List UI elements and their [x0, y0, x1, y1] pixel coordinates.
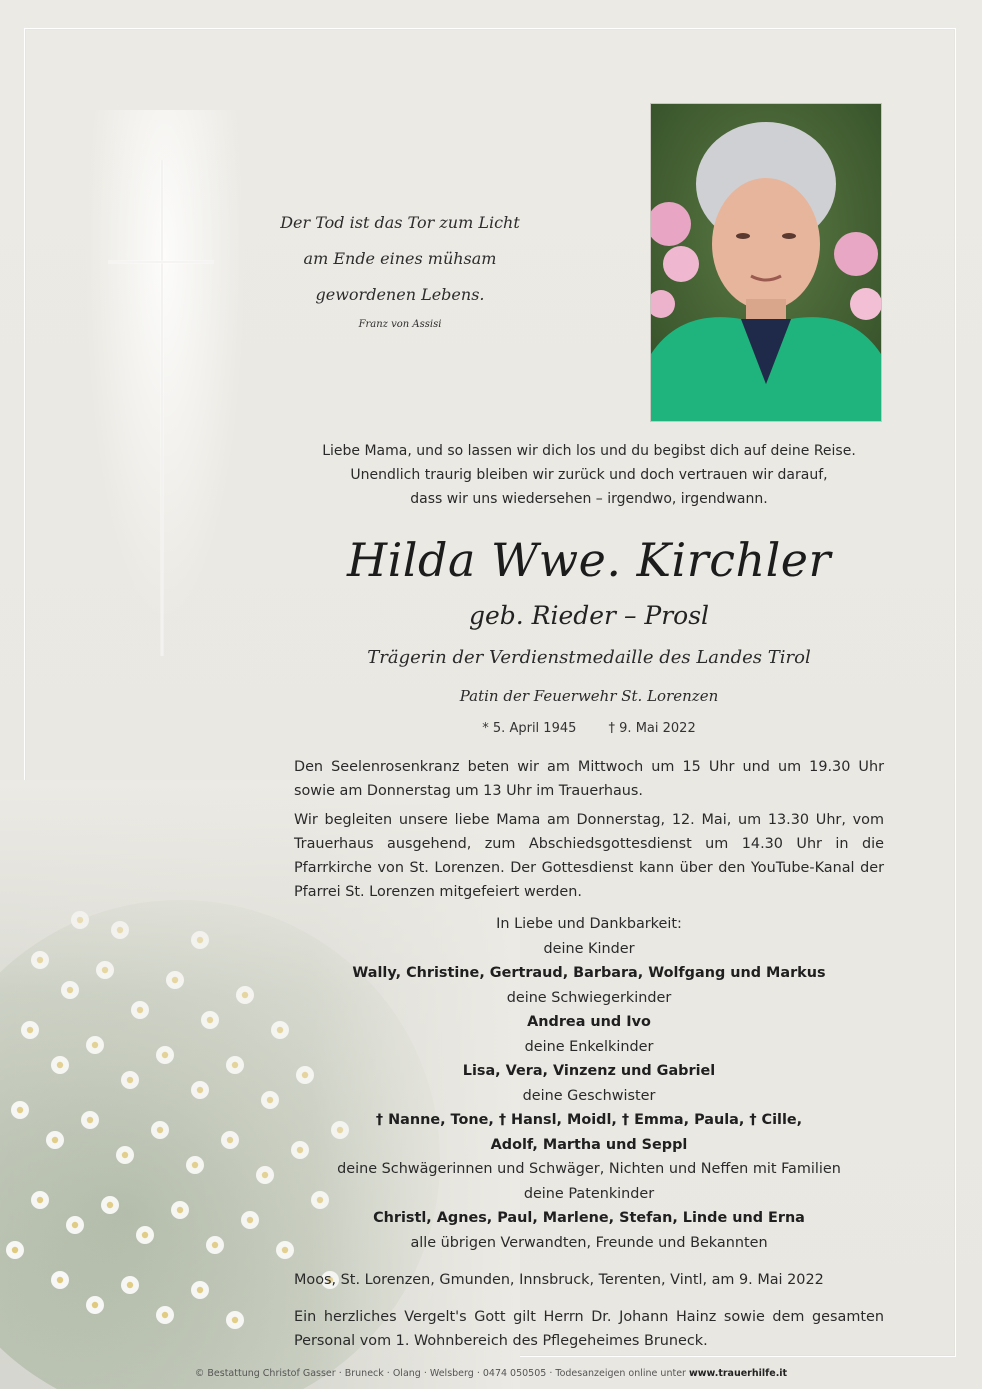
birth-date: * 5. April 1945 [482, 721, 577, 736]
place-date: Moos, St. Lorenzen, Gmunden, Innsbruck, Terenten, Vintl, am 9. Mai 2022 [294, 1272, 824, 1288]
grandchildren-label: deine Enkelkinder [524, 1038, 654, 1055]
godchildren-label: deine Patenkinder [523, 1185, 655, 1202]
life-dates [294, 716, 884, 742]
quote [280, 205, 520, 333]
death-date: † 9. Mai 2022 [608, 721, 696, 736]
footer-website-link[interactable]: www.trauerhilfe.it [688, 1368, 788, 1379]
inlaws-label: deine Schwiegerkinder [506, 989, 672, 1006]
godchildren-names: Christl, Agnes, Paul, Marlene, Stefan, Linde und Erna [373, 1210, 805, 1226]
mourners-list [294, 912, 884, 1255]
others-line: alle übrigen Verwandten, Freunde und Bekannten [410, 1234, 768, 1251]
grandchildren-names: Lisa, Vera, Vinzenz und Gabriel [462, 1063, 716, 1079]
honor-text: Trägerin der Verdienstmedaille des Landes Tirol [367, 647, 811, 668]
service-paragraph-funeral: Wir begleiten unsere liebe Mama am Donnerstag, 12. Mai, um 13.30 Uhr, vom Trauerhaus ausgehend, zum Abschiedsgottesdienst um 14.30 Uhr in die Pfarrkirche von St. Lorenzen. Der Gottesdienst kann über den YouTube-Kanal der Pfarrei St. Lorenzen mitgefeiert werden. [294, 812, 884, 900]
quote-line: gewordenen Lebens. [315, 285, 485, 304]
siblings-label: deine Geschwister [522, 1087, 656, 1104]
intro-line: dass wir uns wiedersehen – irgendwo, irgendwann. [410, 491, 768, 507]
quote-author: Franz von Assisi [358, 319, 442, 330]
thanks-paragraph: Ein herzliches Vergelt's Gott gilt Herrn Dr. Johann Hainz sowie dem gesamten Personal vom 1. Wohnbereich des Pflegeheimes Bruneck. [294, 1309, 884, 1349]
intro-line: Unendlich traurig bleiben wir zurück und doch vertrauen wir darauf, [350, 467, 828, 483]
siblings-names: † Nanne, Tone, † Hansl, Moidl, † Emma, Paula, † Cille, [375, 1112, 803, 1128]
portrait-image [651, 104, 881, 421]
footer [0, 1366, 982, 1382]
portrait-photo [650, 103, 882, 422]
birth-name: geb. Rieder – Prosl [468, 601, 710, 630]
intro-text [294, 439, 884, 511]
cross-icon [0, 0, 300, 720]
quote-line: am Ende eines mühsam [303, 249, 497, 268]
quote-line: Der Tod ist das Tor zum Licht [280, 213, 520, 232]
footer-text: © Bestattung Christof Gasser · Bruneck · Olang · Welsberg · 0474 050505 · Todesanzeigen online unter [194, 1368, 686, 1379]
deceased-name: Hilda Wwe. Kirchler [346, 533, 832, 587]
siblings-names: Adolf, Martha und Seppl [490, 1136, 688, 1153]
mourners-heading: In Liebe und Dankbarkeit: [496, 916, 682, 932]
inlaws-names: Andrea und Ivo [527, 1014, 651, 1030]
intro-line: Liebe Mama, und so lassen wir dich los und du begibst dich auf deine Reise. [322, 443, 856, 459]
children-label: deine Kinder [543, 940, 635, 957]
service-paragraph-rosary: Den Seelenrosenkranz beten wir am Mittwoch um 15 Uhr und um 19.30 Uhr sowie am Donnerstag um 13 Uhr im Trauerhaus. [294, 759, 884, 799]
patin-text: Patin der Feuerwehr St. Lorenzen [459, 687, 719, 705]
extended-family: deine Schwägerinnen und Schwäger, Nichten und Neffen mit Familien [337, 1161, 841, 1177]
children-names: Wally, Christine, Gertraud, Barbara, Wolfgang und Markus [352, 965, 826, 981]
